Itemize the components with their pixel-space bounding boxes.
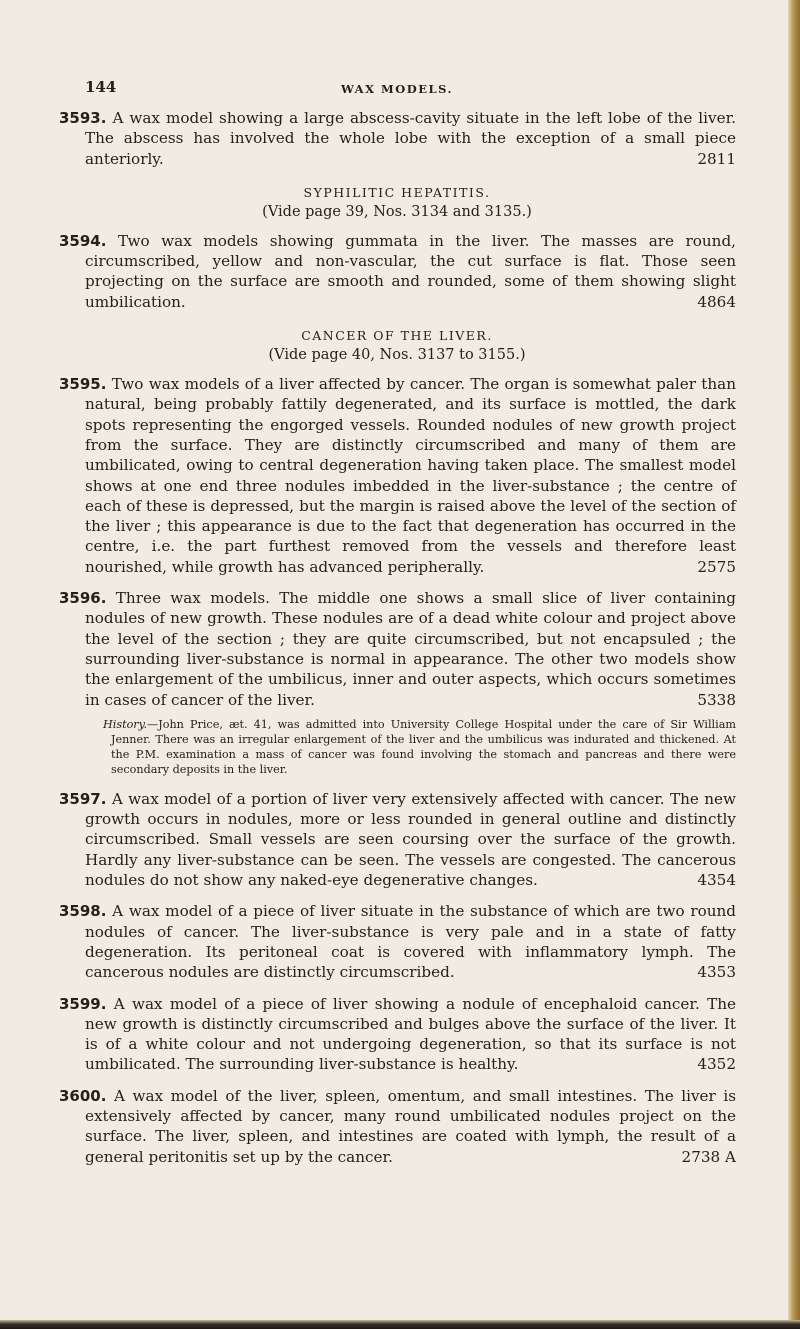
cross-reference: (Vide page 40, Nos. 3137 to 3155.)	[268, 347, 526, 364]
catalog-entry-3597	[58, 789, 736, 890]
catalog-number: 2811	[697, 149, 736, 168]
catalog-number: 4354	[697, 871, 736, 890]
entry-number: 3600.	[59, 1086, 107, 1105]
entry-text: Two wax models of a liver affected by cancer. The organ is somewhat paler than natural, being probably fattily degenerated, and its surface is mottled, the dark spots representing the engorged vessels. Rounded nodules of new growth project from the surface. They are distinctly circumscribed and many of them are umbilicated, owing to central degeneration having taken place. The smallest model shows at one end three nodules imbedded in the liver-substance ; the centre of each of these is depressed, but the margin is raised above the level of the section of the liver ; this appearance is due to the fact that degeneration has occurred in the centre, i.e. the part furthest removed from the vessels and therefore least nourished, while growth has advanced peripherally.	[85, 375, 737, 576]
entry-number: 3598.	[59, 902, 107, 921]
catalog-entry-3595	[58, 374, 736, 577]
catalog-number: 4352	[697, 1055, 736, 1074]
entry-text: A wax model of the liver, spleen, omentum, and small intestines. The liver is extensively affected by cancer, many round umbilicated nodules project on the surface. The liver, spleen, and intestines are coated with lymph, the result of a general peritonitis set up by the cancer.	[85, 1086, 736, 1166]
section-title-cancer-of-liver: CANCER OF THE LIVER.	[301, 328, 493, 344]
catalog-entry-3596	[58, 588, 736, 710]
history-label: History.	[103, 717, 148, 731]
section-title-syphilitic-hepatitis: SYPHILITIC HEPATITIS.	[303, 184, 491, 200]
catalog-entry-3593	[58, 108, 736, 169]
entry-text: A wax model of a portion of liver very extensively affected with cancer. The new growth occurs in nodules, more or less rounded in general outline and distinctly circumscribed. Small vessels are seen coursing over the surface of the growth. Hardly any liver-substance can be seen. The vessels are congested. The cancerous nodules do not show any naked-eye degenerative changes.	[85, 789, 737, 890]
history-text: —John Price, æt. 41, was admitted into University College Hospital under the care of Sir William Jenner. There was an irregular enlargement of the liver and the umbilicus was indurated and thickened. At the P.M. examination a mass of cancer was found involving the stomach and pancreas and there were secondary deposits in the liver.	[111, 717, 736, 776]
entry-number: 3595.	[59, 375, 107, 394]
entry-text: Two wax models showing gummata in the liver. The masses are round, circumscribed, yellow and non-vascular, the cut surface is flat. Those seen projecting on the surface are smooth and rounded, some of them showing slight umbilication.	[85, 231, 737, 311]
catalog-number: 4353	[697, 963, 736, 982]
catalog-number: 4864	[697, 292, 736, 311]
entry-text: A wax model of a piece of liver showing a nodule of encephaloid cancer. The new growth is distinctly circumscribed and bulges above the surface of the liver. It is of a white colour and not undergoing degeneration, so that its surface is not umbilicated. The surrounding liver-substance is healthy.	[85, 994, 737, 1074]
catalog-entry-3600	[58, 1086, 736, 1167]
case-history	[58, 717, 736, 777]
page-header	[58, 70, 736, 108]
entry-number: 3594.	[59, 231, 107, 250]
entry-number: 3597.	[59, 789, 107, 808]
running-head: WAX MODELS.	[341, 82, 453, 96]
page-edge-bottom	[0, 1320, 800, 1329]
catalog-number: 2738 A	[681, 1147, 736, 1166]
catalog-number: 2575	[697, 557, 736, 576]
catalog-entry-3599	[58, 994, 736, 1075]
page-edge-right	[788, 0, 800, 1329]
entry-text: A wax model showing a large abscess-cavity situate in the left lobe of the liver. The abscess has involved the whole lobe with the exception of a small piece anteriorly.	[85, 109, 737, 168]
entry-text: Three wax models. The middle one shows a small slice of liver containing nodules of new growth. These nodules are of a dead white colour and project above the level of the section ; they are quite circumscribed, but not encapsuled ; the surrounding liver-substance is normal in appearance. The other two models show the enlargement of the umbilicus, inner and outer aspects, which occurs sometimes in cases of cancer of the liver.	[85, 589, 736, 709]
page-number: 144	[85, 78, 117, 96]
entry-number: 3596.	[59, 589, 107, 608]
book-page	[58, 70, 736, 1178]
catalog-entry-3594	[58, 231, 736, 312]
entry-number: 3593.	[59, 109, 107, 127]
cross-reference: (Vide page 39, Nos. 3134 and 3135.)	[262, 203, 532, 220]
entry-number: 3599.	[59, 994, 107, 1013]
catalog-entry-3598	[58, 901, 736, 982]
catalog-number: 5338	[697, 690, 736, 709]
entry-text: A wax model of a piece of liver situate in the substance of which are two round nodules of cancer. The liver-substance is very pale and in a state of fatty degeneration. Its peritoneal coat is covered with inflammatory lymph. The cancerous nodules are distinctly circumscribed.	[85, 902, 737, 982]
